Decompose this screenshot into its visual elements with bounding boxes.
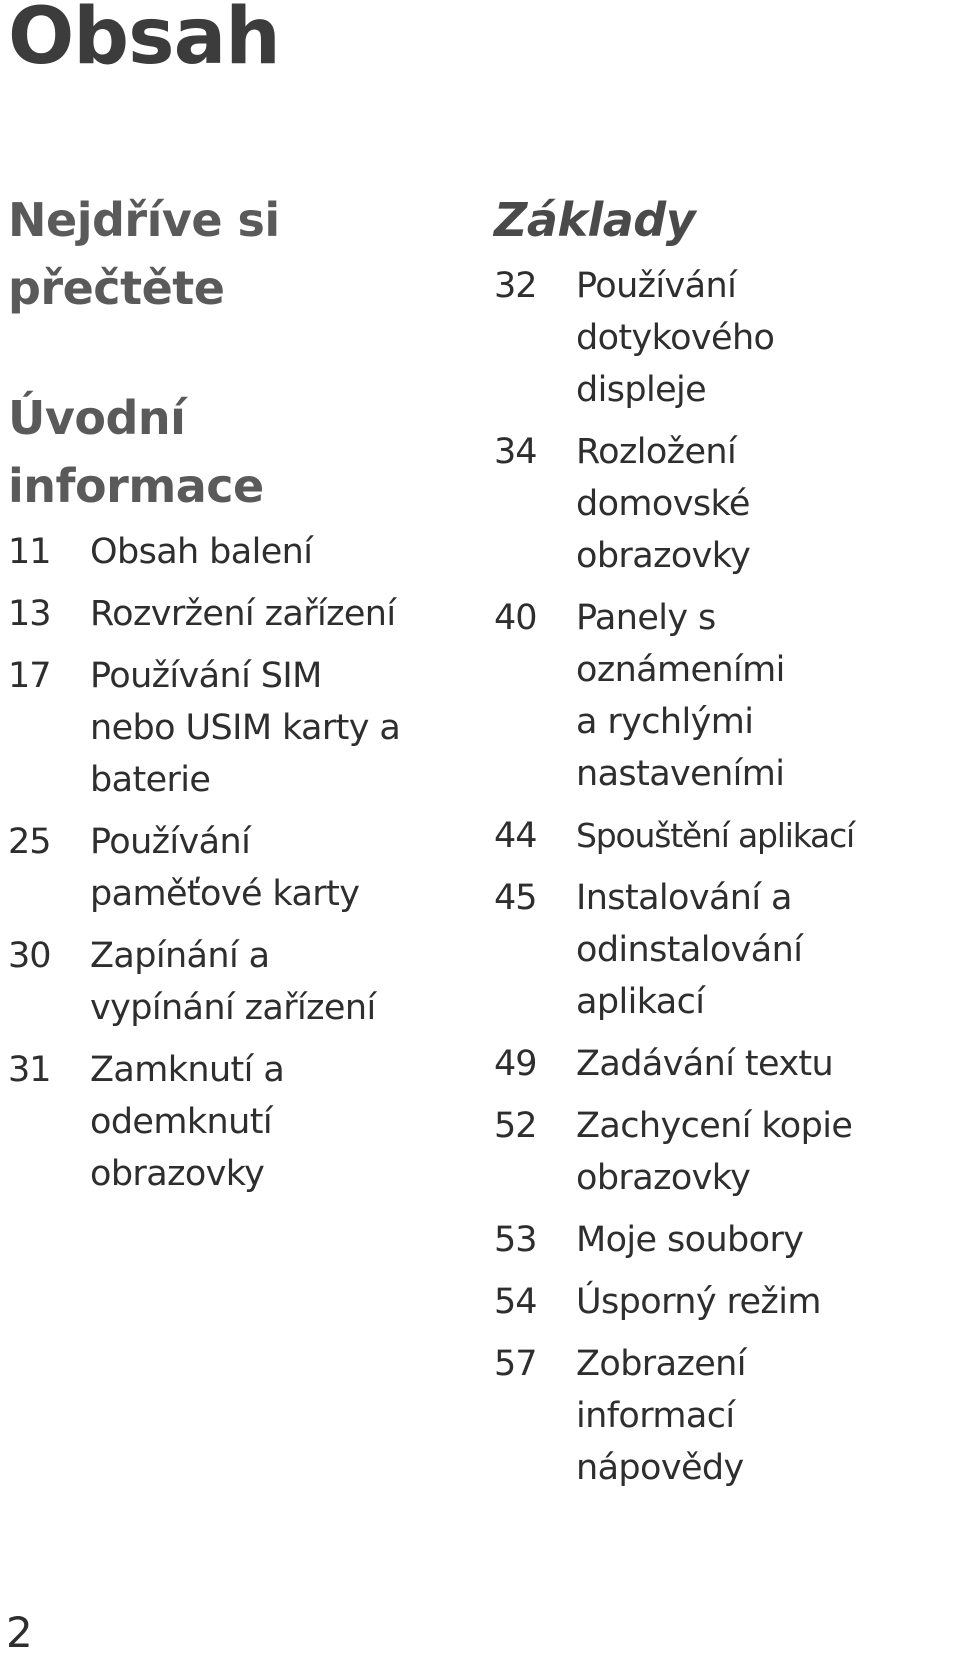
toc-entry-title: Moje soubory	[576, 1220, 804, 1260]
section-heading-intro: Úvodní informace	[8, 391, 264, 513]
toc-entry-title: Používání SIM nebo USIM karty a baterie	[90, 656, 401, 800]
toc-section-read-first	[8, 186, 448, 322]
toc-entry-title: Instalování a odinstalování aplikací	[576, 878, 803, 1022]
page-title: Obsah	[8, 0, 280, 82]
toc-entry-page: 32	[494, 266, 537, 306]
section-heading-basics: Základy	[494, 193, 696, 247]
toc-entry-page: 30	[8, 936, 51, 976]
toc-entry[interactable]	[494, 1038, 954, 1090]
toc-entry-page: 34	[494, 432, 537, 472]
toc-right-column	[494, 186, 954, 1504]
toc-entry-page: 25	[8, 822, 51, 862]
toc-entry-page: 49	[494, 1044, 537, 1084]
toc-entry[interactable]	[8, 526, 448, 578]
toc-entry-title: Rozvržení zařízení	[90, 594, 396, 634]
toc-entry-title: Rozložení domovské obrazovky	[576, 432, 751, 576]
toc-entry[interactable]	[494, 1214, 954, 1266]
toc-entry-title: Obsah balení	[90, 532, 313, 572]
toc-entry[interactable]	[8, 816, 448, 920]
toc-entry-page: 57	[494, 1344, 537, 1384]
toc-entry[interactable]	[494, 426, 954, 582]
toc-entry[interactable]	[8, 588, 448, 640]
toc-entry-title: Zobrazení informací nápovědy	[576, 1344, 746, 1488]
toc-entry-title: Úsporný režim	[576, 1282, 821, 1322]
toc-entry-page: 13	[8, 594, 51, 634]
toc-entry-title: Používání paměťové karty	[90, 822, 360, 914]
toc-section-intro	[8, 384, 448, 1200]
toc-entry[interactable]	[8, 650, 448, 806]
toc-entry-page: 17	[8, 656, 51, 696]
toc-entry-title: Zamknutí a odemknutí obrazovky	[90, 1050, 285, 1194]
toc-entry[interactable]	[494, 810, 954, 862]
section-spacer	[8, 322, 448, 384]
toc-entry[interactable]	[494, 260, 954, 416]
toc-entry-page: 53	[494, 1220, 537, 1260]
toc-entry-page: 45	[494, 878, 537, 918]
toc-entry-title: Panely s oznámeními a rychlými nastaveními	[576, 598, 785, 794]
toc-entry[interactable]	[494, 1100, 954, 1204]
toc-entry[interactable]	[494, 872, 954, 1028]
toc-entry-page: 44	[494, 816, 537, 856]
toc-entry[interactable]	[8, 930, 448, 1034]
toc-entry[interactable]	[494, 1276, 954, 1328]
toc-section-basics	[494, 186, 954, 1494]
toc-entry-page: 11	[8, 532, 51, 572]
toc-entry-title: Spouštění aplikací	[576, 816, 854, 855]
toc-left-column	[8, 186, 448, 1210]
toc-entry[interactable]	[494, 592, 954, 800]
toc-entry-title: Zadávání textu	[576, 1044, 834, 1084]
toc-entry-page: 54	[494, 1282, 537, 1322]
toc-entry[interactable]	[8, 1044, 448, 1200]
toc-entry[interactable]	[494, 1338, 954, 1494]
page-number: 2	[6, 1608, 33, 1657]
toc-entry-title: Zachycení kopie obrazovky	[576, 1106, 853, 1198]
toc-entry-title: Zapínání a vypínání zařízení	[90, 936, 376, 1028]
toc-entry-page: 31	[8, 1050, 51, 1090]
toc-entry-title: Používání dotykového displeje	[576, 266, 775, 410]
section-heading-read-first: Nejdříve si přečtěte	[8, 193, 280, 315]
toc-entry-page: 40	[494, 598, 537, 638]
toc-entry-page: 52	[494, 1106, 537, 1146]
